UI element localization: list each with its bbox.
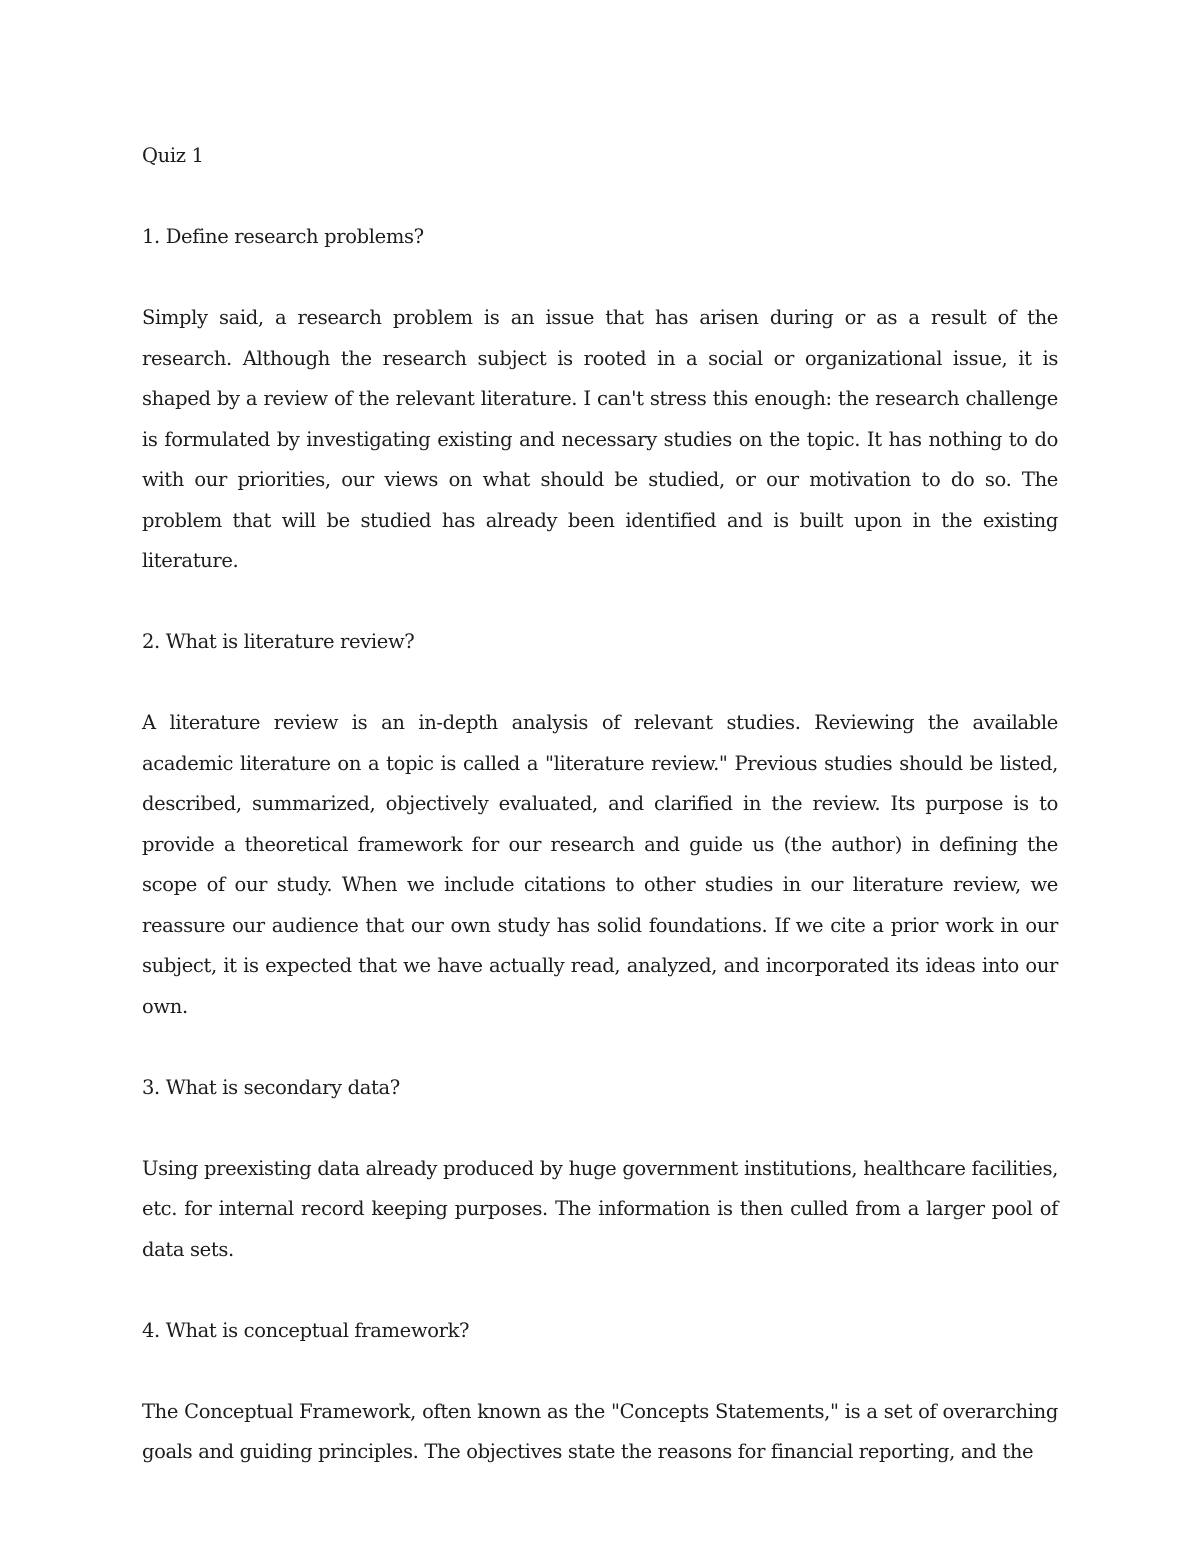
document-title: Quiz 1 [142, 144, 204, 167]
question-3: 3. What is secondary data? [142, 1075, 400, 1099]
question-4: 4. What is conceptual framework? [142, 1318, 470, 1342]
answer-4: The Conceptual Framework, often known as the "Concepts Statements," is a set of overarching goals and guiding principles. The objectives state the reasons for financial reporting, and the [142, 1399, 1058, 1463]
answer-3: Using preexisting data already produced by huge government institutions, healthcare facilities, etc. for internal record keeping purposes. The information is then culled from a larger pool of data sets. [142, 1156, 1058, 1261]
question-1: 1. Define research problems? [142, 225, 424, 248]
question-2: 2. What is literature review? [142, 630, 415, 653]
answer-2: A literature review is an in-depth analysis of relevant studies. Reviewing the available academic literature on a topic is called a "literature review." Previous studies should be listed, described, summarized, objectively evaluated, and clarified in the review. Its purpose is to provide a theoretical framework for our research and guide us (the author) in defining the scope of our study. When we include citations to other studies in our literature review, we reassure our audience that our own study has solid foundations. If we cite a prior work in our subject, it is expected that we have actually read, analyzed, and incorporated its ideas into our own. [142, 711, 1058, 1018]
answer-1: Simply said, a research problem is an issue that has arisen during or as a result of the research. Although the research subject is rooted in a social or organizational issue, it is shaped by a review of the relevant literature. I can't stress this enough: the research challenge is formulated by investigating existing and necessary studies on the topic. It has nothing to do with our priorities, our views on what should be studied, or our motivation to do so. The problem that will be studied has already been identified and is built upon in the existing literature. [142, 306, 1058, 572]
document-page [142, 136, 1058, 1513]
